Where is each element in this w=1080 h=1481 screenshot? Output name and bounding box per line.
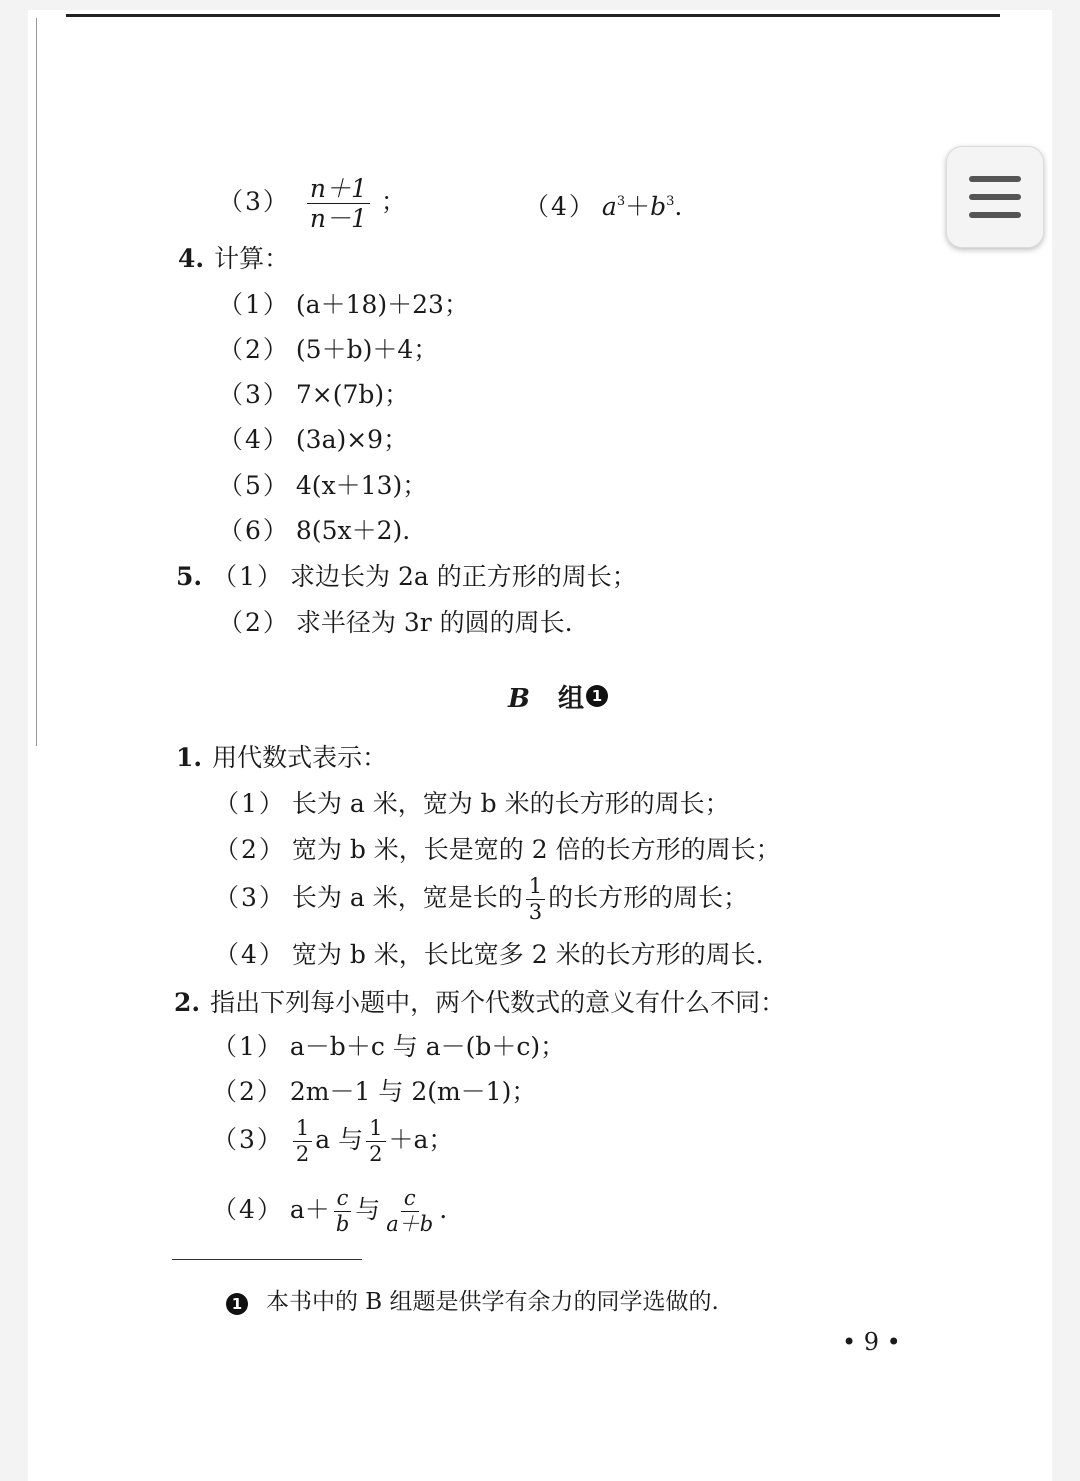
fraction-numerator: 1 (293, 1118, 312, 1142)
footnote-text: 本书中的 B 组题是供学有余力的同学选做的. (266, 1289, 719, 1315)
item-text: 4(x＋13)； (295, 471, 428, 500)
a-item-4 (524, 194, 682, 219)
question-number: 5. (176, 562, 203, 591)
item-label: （6） (218, 516, 290, 545)
fraction-denominator: 3 (528, 900, 543, 924)
item-label: （3） (218, 380, 290, 409)
item-label: （1） (212, 562, 285, 591)
q5-item-2 (218, 610, 573, 635)
plus-sign: ＋ (625, 192, 651, 221)
fraction-numerator: n＋1 (307, 176, 370, 204)
fraction-denominator: 2 (295, 1142, 310, 1166)
b2-item-4 (212, 1188, 447, 1235)
item-label: （3） (218, 187, 290, 216)
b1-item-3 (214, 876, 748, 923)
question-number: 4. (178, 244, 205, 273)
fraction-denominator: 2 (369, 1142, 383, 1166)
hamburger-menu-icon-bar[interactable] (969, 212, 1021, 218)
footnote-rule (172, 1259, 362, 1260)
item-text: 与 (355, 1195, 381, 1224)
item-label: （1） (212, 1032, 284, 1061)
q5-item-1 (176, 564, 637, 589)
item-text: 求半径为 3r 的圆的周长. (295, 608, 573, 637)
b2-item-1 (212, 1034, 565, 1059)
question-number: 2. (174, 988, 201, 1017)
item-text: (5＋b)＋4； (295, 335, 439, 364)
item-text: 7×(7b)； (295, 380, 410, 409)
item-text: 宽为 b 米，长比宽多 2 米的长方形的周长. (291, 940, 764, 969)
top-rule (66, 14, 1000, 17)
exponent: 3 (616, 194, 626, 209)
footnote-marker: 1 (586, 685, 608, 707)
item-text: 长为 a 米，宽为 b 米的长方形的周长； (291, 789, 730, 818)
exponent: 3 (666, 194, 675, 209)
hamburger-menu-icon-bar[interactable] (969, 194, 1021, 200)
item-label: （4） (212, 1195, 284, 1224)
fraction (366, 1118, 385, 1165)
var-a: a (601, 192, 617, 221)
fraction (526, 876, 545, 923)
q4-item-1 (218, 292, 469, 317)
item-text: ＋a； (388, 1125, 454, 1154)
item-text: 8(5x＋2). (295, 516, 411, 545)
fraction-denominator: n－1 (309, 204, 367, 233)
punctuation: . (674, 192, 683, 221)
item-text: a 与 (315, 1125, 364, 1154)
question-title: 指出下列每小题中，两个代数式的意义有什么不同： (210, 988, 786, 1017)
item-label: （2） (214, 835, 286, 864)
item-label: （2） (218, 335, 290, 364)
page-number: • 9 • (842, 1328, 901, 1356)
q4-item-6 (218, 518, 410, 543)
b1-item-4 (214, 942, 764, 967)
menu-button[interactable] (946, 146, 1044, 248)
footnote-marker: 1 (226, 1293, 248, 1315)
footnote (226, 1283, 719, 1316)
item-label: （1） (214, 789, 286, 818)
item-label: （4） (218, 425, 290, 454)
question-number: 1. (176, 743, 203, 772)
section-letter: B (508, 684, 530, 714)
question-title: 计算： (214, 244, 290, 273)
item-label: （3） (212, 1125, 284, 1154)
a-item-3 (218, 176, 406, 231)
item-label: （2） (218, 608, 290, 637)
item-text: 长为 a 米，宽是长的 (291, 883, 523, 912)
item-label: （5） (218, 471, 290, 500)
page-left-edge (36, 18, 37, 746)
item-text: 2m－1 与 2(m－1)； (289, 1077, 537, 1106)
item-label: （3） (214, 883, 286, 912)
hamburger-menu-icon[interactable] (969, 176, 1021, 182)
fraction-numerator: 1 (526, 876, 545, 900)
item-text: a－b＋c 与 a－(b＋c)； (289, 1032, 566, 1061)
punctuation: . (439, 1195, 448, 1224)
fraction-denominator: a＋b (386, 1212, 434, 1236)
section-b-title (508, 678, 608, 715)
var-b: b (650, 192, 667, 221)
b1-item-1 (214, 791, 730, 816)
fraction-denominator: b (335, 1212, 350, 1236)
section-label: 组 (557, 684, 584, 714)
item-label: （4） (214, 940, 286, 969)
question-title: 用代数式表示： (212, 743, 388, 772)
punctuation: ； (380, 187, 406, 216)
item-text: 宽为 b 米，长是宽的 2 倍的长方形的周长； (291, 835, 781, 864)
fraction-numerator: c (334, 1188, 352, 1212)
item-label: （1） (218, 290, 290, 319)
item-text: (3a)×9； (295, 425, 409, 454)
fraction-numerator: c (401, 1188, 419, 1212)
fraction (307, 176, 370, 231)
q4-item-4 (218, 427, 408, 452)
b-question-2-title (174, 990, 785, 1015)
item-text: (a＋18)＋23； (295, 290, 469, 319)
q4-item-5 (218, 473, 427, 498)
item-text: 的长方形的周长； (548, 883, 749, 912)
item-label: （4） (524, 192, 596, 221)
question-4-title (178, 246, 289, 271)
fraction-numerator: 1 (366, 1118, 385, 1142)
fraction (333, 1188, 352, 1235)
item-text: a＋ (289, 1195, 330, 1224)
item-label: （2） (212, 1077, 284, 1106)
fraction (293, 1118, 312, 1165)
fraction (383, 1188, 436, 1235)
b1-item-2 (214, 837, 781, 862)
q4-item-2 (218, 337, 438, 362)
b2-item-2 (212, 1079, 536, 1104)
b-question-1-title (176, 745, 387, 770)
q4-item-3 (218, 382, 409, 407)
b2-item-3 (212, 1118, 453, 1165)
item-text: 求边长为 2a 的正方形的周长； (290, 562, 637, 591)
